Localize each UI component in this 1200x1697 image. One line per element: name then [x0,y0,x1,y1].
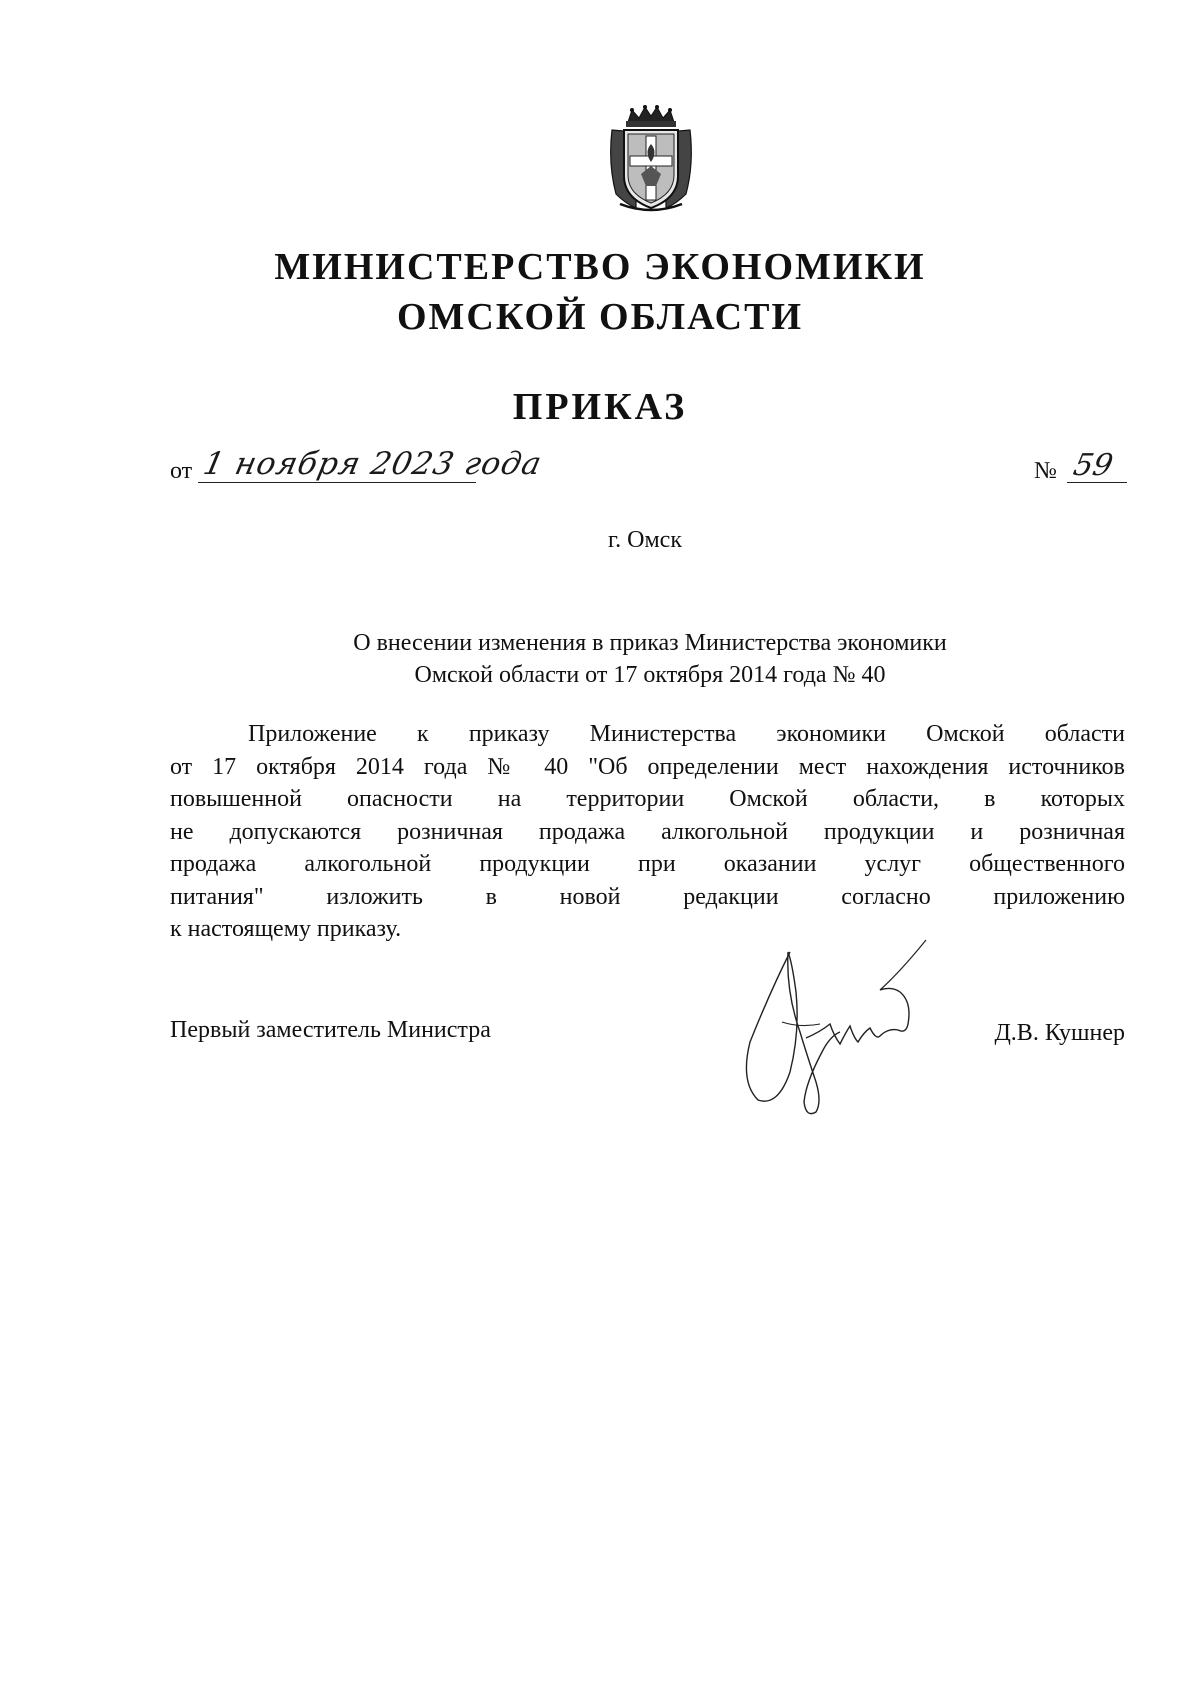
coat-of-arms-icon [606,104,696,214]
body-line: продажа алкогольной продукции при оказании услуг общественного [170,851,1125,877]
body-line: не допускаются розничная продажа алкогольной продукции и розничная [170,818,1125,845]
body-line: питания" изложить в новой редакции согласно приложению [170,883,1125,910]
signer-name: Д.В. Кушнер [994,1020,1125,1046]
city-name: г. Омск [608,527,682,553]
organization-name-line2: ОМСКОЙ ОБЛАСТИ [396,296,804,338]
subject-line: Омской области от 17 октября 2014 года № 40 [414,662,886,688]
handwritten-signature [730,932,940,1122]
handwritten-date: 1 ноября 2023 года [200,446,546,482]
body-paragraph [170,718,1125,946]
document-subject [250,627,1050,691]
number-prefix: № [1034,458,1057,484]
body-line: Приложение к приказу Министерства экономики Омской области [248,721,1125,747]
handwritten-number: 59 [1070,448,1116,483]
date-number-row [170,446,1130,510]
body-line: повышенной опасности на территории Омской области, в которых [170,786,1125,812]
document-type-title: ПРИКАЗ [512,386,688,428]
body-line: от 17 октября 2014 года № 40 "Об определении мест нахождения источников [170,753,1125,780]
date-prefix: от [170,458,193,484]
date-underline [198,482,476,483]
subject-line: О внесении изменения в приказ Министерства экономики [353,630,947,656]
organization-name-line1: МИНИСТЕРСТВО ЭКОНОМИКИ [274,246,926,288]
signer-position: Первый заместитель Министра [170,1017,491,1043]
body-line: к настоящему приказу. [170,916,402,942]
